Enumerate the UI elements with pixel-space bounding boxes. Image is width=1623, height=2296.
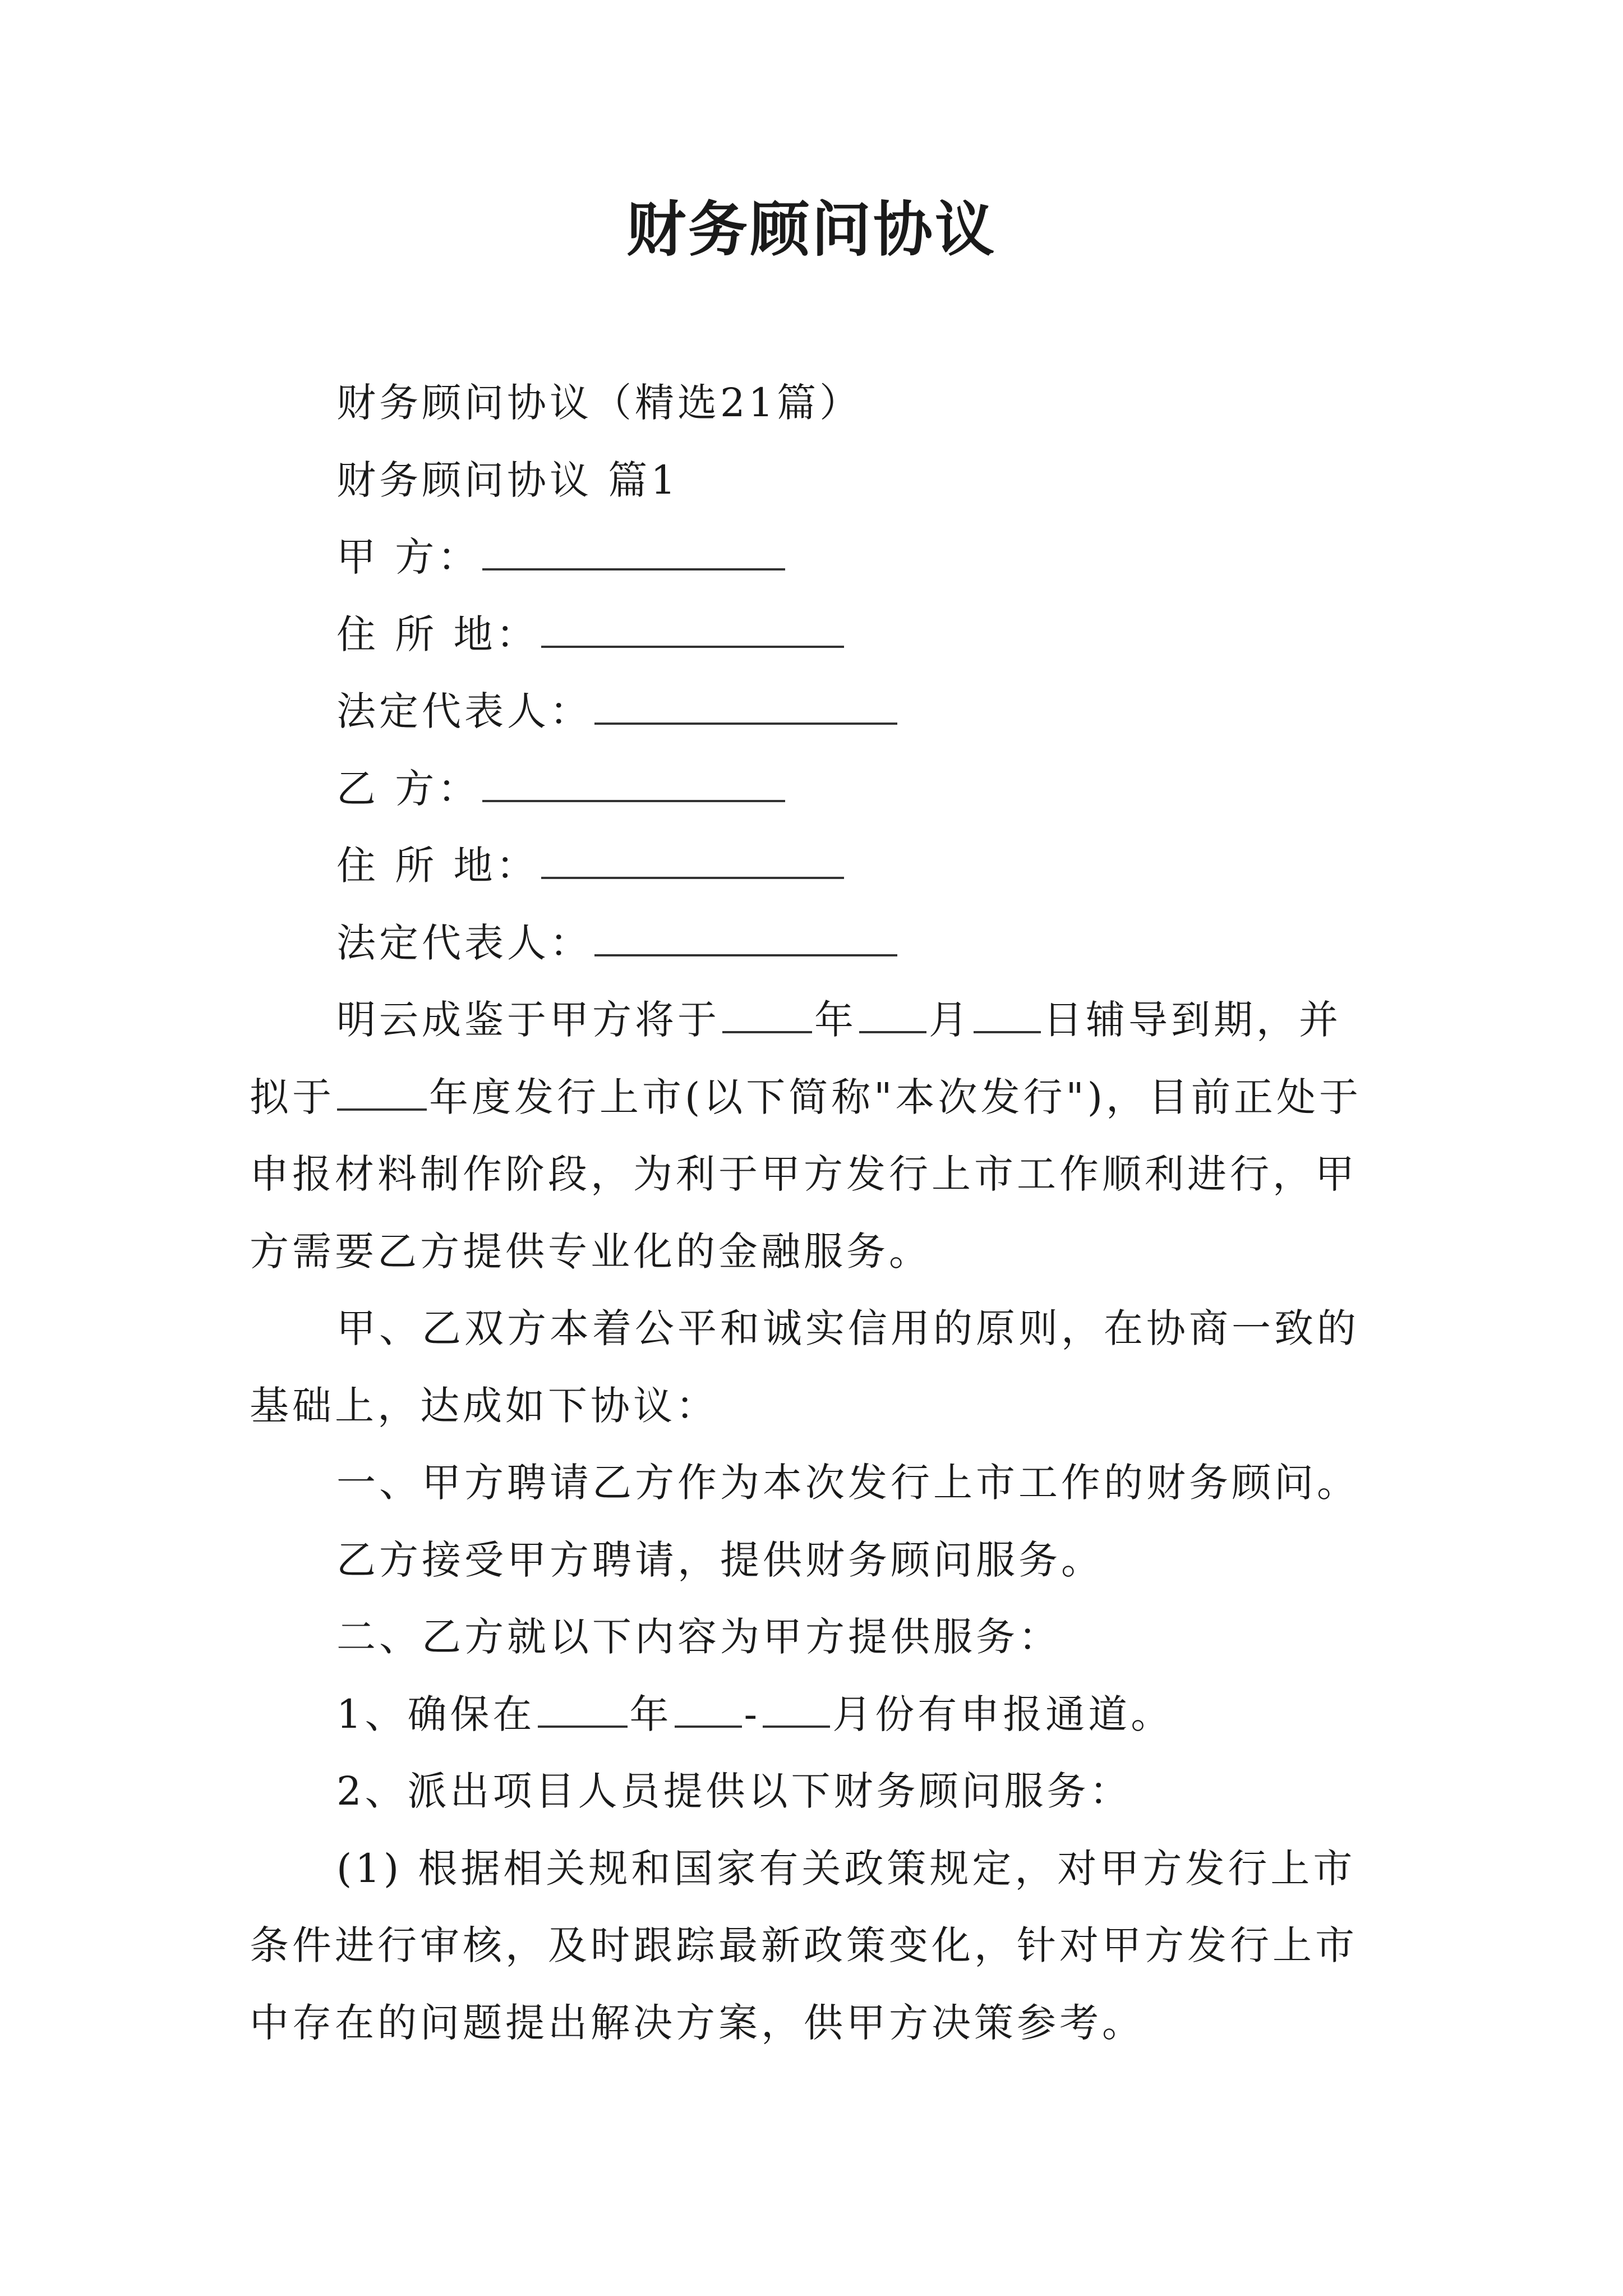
year-label-1: 年 xyxy=(814,997,857,1043)
party-a-rep-field xyxy=(250,673,1377,751)
clause-2: 二、乙方就以下内容为甲方提供服务： xyxy=(336,1614,1061,1660)
party-b-address-label: 住 所 地： xyxy=(336,843,539,889)
party-a-rep-label: 法定代表人： xyxy=(336,688,592,734)
item-1-text-1: 1、确保在 xyxy=(336,1691,536,1737)
party-a-address-field xyxy=(250,596,1377,674)
month-blank-2 xyxy=(675,1686,742,1728)
party-b-address-field xyxy=(250,827,1377,905)
party-a-address-blank xyxy=(541,606,844,648)
party-a-label: 甲 方： xyxy=(336,534,481,580)
month-label-1: 月 xyxy=(929,997,971,1043)
document-body xyxy=(250,365,1377,2062)
paragraph-background xyxy=(250,982,1377,1290)
document-subtitle: 财务顾问协议（精选21篇） xyxy=(336,380,863,426)
year-blank-1 xyxy=(722,992,812,1033)
year-blank-2 xyxy=(337,1069,427,1111)
party-b-field xyxy=(250,751,1377,828)
clause-1: 一、甲方聘请乙方作为本次发行上市工作的财务顾问。 xyxy=(336,1460,1359,1506)
party-a-blank xyxy=(482,529,785,570)
item-1-year-label: 年 xyxy=(629,1691,672,1737)
month-blank-3 xyxy=(763,1686,830,1728)
party-a-rep-blank xyxy=(594,683,897,725)
item-1-dash: - xyxy=(744,1691,761,1737)
party-b-blank xyxy=(482,761,785,802)
clause-2-item-1 xyxy=(250,1676,1377,1754)
party-b-rep-blank xyxy=(594,915,897,956)
paragraph-background-text-1: 明云成鉴于甲方将于 xyxy=(336,997,720,1043)
section-heading: 财务顾问协议 篇1 xyxy=(336,457,679,503)
party-a-address-label: 住 所 地： xyxy=(336,611,539,657)
day-blank-1 xyxy=(974,992,1041,1033)
clause-2-item-2: 2、派出项目人员提供以下财务顾问服务： xyxy=(336,1768,1132,1814)
party-b-address-blank xyxy=(541,838,844,879)
party-a-field xyxy=(250,519,1377,596)
party-b-label: 乙 方： xyxy=(336,765,481,812)
document-title: 财务顾问协议 xyxy=(626,195,997,264)
party-b-rep-field xyxy=(250,905,1377,982)
year-blank-3 xyxy=(538,1686,628,1728)
paragraph-principle: 甲、乙双方本着公平和诚实信用的原则，在协商一致的基础上，达成如下协议： xyxy=(250,1305,1359,1429)
clause-1-acceptance: 乙方接受甲方聘请，提供财务顾问服务。 xyxy=(336,1536,1104,1583)
paragraph-background-text-3: 年度发行上市(以下简称"本次发行")，目前正处于申报材料制作阶段，为利于甲方发行上市工作顺利进行，甲方需要乙方提供专业化的金融服务。 xyxy=(250,1074,1362,1274)
clause-2-item-2-sub-1: (1) 根据相关规和国家有关政策规定，对甲方发行上市条件进行审核，及时跟踪最新政策变化，针对甲方发行上市中存在的问题提出解决方案，供甲方决策参考。 xyxy=(250,1845,1358,2046)
party-b-rep-label: 法定代表人： xyxy=(336,919,592,966)
paragraph-background-text-2: 日辅导到期，并拟于 xyxy=(250,997,1341,1120)
item-1-text-2: 月份有申报通道。 xyxy=(832,1691,1174,1737)
month-blank-1 xyxy=(859,992,926,1033)
